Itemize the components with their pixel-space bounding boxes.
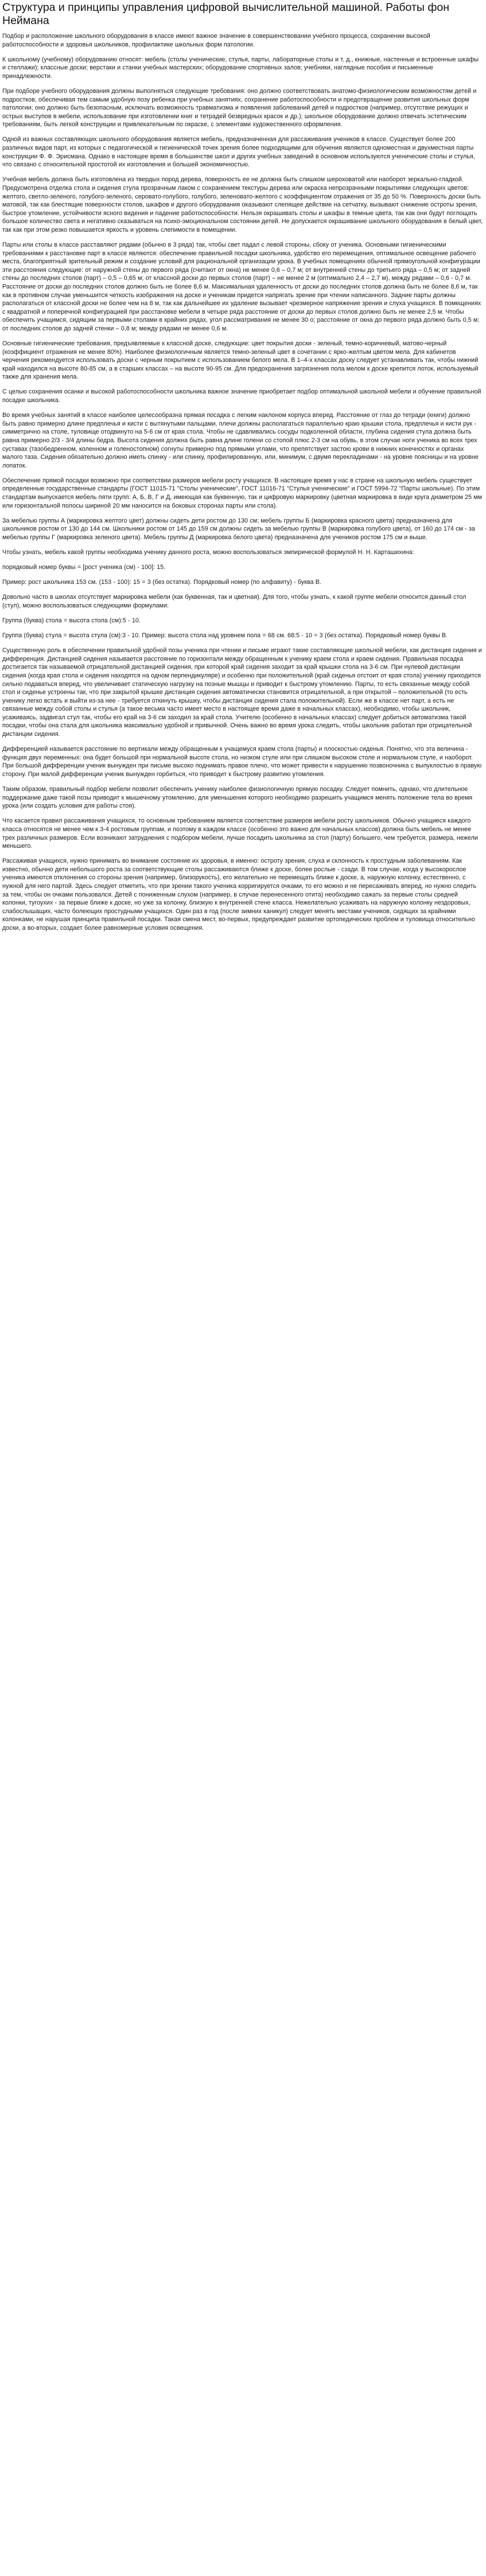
article-paragraph: Во время учебных занятий в классе наиболее целесообразна прямая посадка с легким наклоном корпуса вперед. Расстояние от глаз до тетради (книги) должно быть равно примерно длине предплечья и кисти с вытянутыми пальцами, плечи должны располагаться параллельно краю крышки стола, предплечья и кисти рук - симметрично на столе, туловище отодвинуто на 5-6 см от края стола. Чтобы не сдавливались сосуды подколенной области, глубина сидения стула должна быть равна примерно 2/3 - 3/4 длины бедра. Высота сидения должна быть равна длине голени со стопой плюс 2-3 см на обувь, в этом случае ноги ученика во всех трех суставах (тазобедренном, коленном и голеностопном) согнуты примерно под прямыми углами, что препятствует застою крови в нижних конечностях и органах малого таза. Сидения обязательно должно иметь спинку - или спинку, профилированную, или, минимум, с двумя перекладинами - на уровне поясницы и на уровне лопаток. [2,412,479,469]
article-paragraph: Таким образом, правильный подбор мебели позволит обеспечить ученику наиболее физиологичную прямую посадку. Следует помнить, однако, что длительное поддержание даже такой позы приводит к мышечному утомлению, для уменьшения которого необходимо разрешить учащимся менять положение тела во время урока (или создать условия для работы стоя). [2,786,473,810]
article-title: Структура и принципы управления цифровой вычислительной машиной. Работы фон Неймана [2,1,449,27]
article-paragraph: Одной из важных составляющих школьного оборудования является мебель, предназначенная для рассаживания учеников в классе. Существует более 200 различных видов парт, из которых с педагогической и гигиенической точек зрения более подходящими для обучения являются одноместная и двухместная парты конструкции Ф. Ф. Эрисмана. Однако в настоящее время в большинстве школ и других учебных заведений в основном используются ученические столы и стулья, что связано с относительной простотой их изготовления и большей экономичностью. [2,136,475,169]
article-paragraph: порядковый номер буквы = [рост ученика (см) - 100]: 15. [2,564,166,571]
article-paragraph: За мебелью группы А (маркировка желтого цвет) должны сидеть дети ростом до 130 см; мебель группы Б (маркировка красного цвета) предназначена для школьников ростом от 130 до 144 см. Школьники ростом от 145 до 159 см должны сидеть за мебелью группы В (маркировка голубого цвета), от 160 до 174 см - за мебелью группы Г (маркировка зеленого цвета). Мебель группы Д (маркировка белого цвета) предназначена для учеников ростом 175 см и выше. [2,517,475,541]
article-paragraph: Учебная мебель должна быть изготовлена из твердых пород дерева, поверхность ее не должна быть слишком шероховатой или наоборот зеркально-гладкой. Предусмотрена отделка стола и сидения стула прозрачным лаком с сохранением текстуры дерева или окраска непрозрачными покрытиями следующих цветов: желтого, светло-зеленого, голубого-зеленого, серовато-голубого, голубого, зеленовато-желтого с коэффициентом отражения от 35 до 50 %. Поверхность доски быть матовой, так как блестящие поверхности столов, шкафов и другого оборудования оказывают слепящее действие на сетчатку, вызывают снижение остроты зрения, быстрое утомление, устойчивости ясного видения и падение работоспособности. Нельзя окрашивать столы и шкафы в темные цвета, так как они будут поглощать большое количество света и негативно сказываться на психо-эмоциональном состоянии детей. Не допускается окрашивание школьного оборудования в белый цвет, так как при этом резко повышается яркость и уровень слепимости в помещении. [2,176,483,233]
article-paragraph: К школьному (учебному) оборудованию относят: мебель (столы ученические, стулья, парты, лабораторные столы и т. д., книжные, настенные и встроенные шкафы и стеллажи); классные доски; верстаки и станки учебных мастерских; оборудование спортивных залов; учебники, наглядные пособия и письменные принадлежности. [2,56,479,80]
article-paragraph: С целью сохранения осанки и высокой работоспособности школьника важное значение приобретает подбор оптимальной школьной мебели и обучение правильной посадке школьника. [2,388,481,404]
article-paragraph: Группа (буква) стула = высота стула (см):3 - 10. Пример: высота стола над уровнем пола = 68 см. 68:5 - 10 = 3 (без остатка). Порядковый номер буквы В. [2,632,448,640]
article-paragraph: Парты или столы в классе расставляют рядами (обычно в 3 ряда) так, чтобы свет падал с левой стороны, сбоку от ученика. Основными гигиеническими требованиями к расстановке парт в классе являются: обеспечение правильной посадки школьника, удобство его перемещения, оптимальное освещение рабочего места, благоприятный зрительный режим и создание условий для рациональной организации урока. В учебных помещениях обычной прямоугольной конфигурации эти расстояния следующие: от наружной стены до первого ряда (считают от окна) не менее 0,6 – 0,7 м; от внутренней стены до третьего ряда – 0,5 м; от задней стены до последних столов (парт) – 0,5 – 0,65 м; от классной доски до первых столов (парт) – не менее 2 м (оптимально 2,4 – 2,7 м), между рядами – 0,6 - 0,7 м. Расстояние от доски до последних столов должно быть не более 8,6 м. Максимальная удаленность от доски до последних столов должна быть не более 8,6 м, так как в противном случае уменьшится четкость изображения на доске и ученикам придется напрягать зрение при чтении написанного. Задние парты должны располагаться от классной доски не более чем на 8 м, так как дальнейшее их удаление вызывает чрезмерное напряжение зрения и слуха учащихся. В помещениях с квадратной и поперечной конфигурацией при расстановке мебели в четыре ряда расстояние от доски до первых столов должно быть не менее 2,5 м. Чтобы обеспечить учащимся, сидящим за первыми столами в крайних рядах, угол рассматривания не менее 30 о; расстояние от окна до первого ряда должно быть 0,5 м; от последних столов до задней стенки – 0,8 м; между рядами не менее 0,6 м. [2,241,481,332]
article-paragraph: Дифференцией называется расстояние по вертикали между обращенным к учащемуся краем стола (парты) и плоскостью сиденья. Понятно, что эта величина - функция двух переменных: она будет большой при нормальной высоте стола, но низком стуле или при слишком высоком столе и нормальном стуле, и наоборот. При большой дифференции ученик вынужден при письме высоко поднимать правое плечо, что может привести к нарушению позвоночника с выпуклостью в правую сторону. При малой дифференции ученик вынужден горбиться, что приводит к быстрому развитию утомления. [2,746,482,778]
article-paragraph: Довольно часто в школах отсутствует маркировка мебели (как буквенная, так и цветная). Для того, чтобы узнать, к какой группе мебели относится данный стол (стул), можно воспользоваться следующими формулами: [2,594,466,609]
article-paragraph: Пример: рост школьника 153 см. (153 - 100): 15 = 3 (без остатка). Порядковый номер (по алфавиту) - буква В. [2,579,321,586]
article-paragraph: Что касается правил рассаживания учащихся, то основным требованием является соответствие размеров мебели росту школьников. Обычно учащиеся каждого класса относятся не менее чем к 3-4 ростовым группам, и поэтому в каждом классе (особенно это важно для начальных классов) должна быть мебель не менее трех различных размеров. Если возникают затруднения с подбором мебели, лучше посадить школьника за стол (парту) большего, чем требуется, размера, нежели меньшего. [2,817,478,850]
article-body [2,32,484,933]
article-paragraph: При подборе учебного оборудования должны выполняться следующие требования: оно должно соответствовать анатомо-физиологическим возможностям детей и подростков, обеспечивая тем самым удобную позу ребенка при учебных занятиях, сохранение работоспособности и предотвращение развития школьных форм патологии; оно должно быть безопасным, исключать возможность травматизма и появления заболеваний детей и подростков (например, отсутствие режущих и острых выступов в мебели, использование при изготовлении книг и тетрадей безвредных красок и др.); школьное оборудование должно отвечать эстетическим требованиям, быть легкой конструкции и привлекательным по окраске, с элементами художественного оформления. [2,87,477,128]
article-paragraph: Рассаживая учащихся, нужно принимать во внимание состояние их здоровья, в именно: остроту зрения, слуха и склонность к простудным заболеваниям. Как известно, обычно дети небольшого роста за соответствующие столы рассаживаются ближе к доске, более рослые - сзади. В том случае, когда у высокорослое ученика имеются отклонения со стороны зрения (например, близорукость), его желательно не перемещать ближе к доске, а, наружную колонку, естественно, с нужной для него партой. Здесь следует отметить, что при зрении такого ученика корригируется очками, то его можно и не пересаживать вперед, но нужно следить за тем, чтобы он очками пользовался. Детей с пониженным слухом (например, в случае перенесенного отита) необходимо сажать за первые столы средней колонки, тугоухих - за первые ближе к доске, но уже за колонку, близкую к внутренней стене класса. Нежелательно усаживать на наружную колонку нездоровых, слабослышащих, часто болеющих простудными учащихся. Один раз в год (после зимних каникул) следует менять местами учеников, сидящих за крайними колонками, не нарушая принципа правильной посадки. Такая смена мест, во-первых, предупреждает развитие ортопедических проблем и туловища относительно доски, а во-вторых, создает более равномерные условия освещения. [2,858,477,932]
article-paragraph: Обеспечение прямой посадки возможно при соответствии размеров мебели росту учащихся. В настоящее время у нас в стране на школьную мебель существует определенные государственные стандарты (ГОСТ 11015-71 "Столы ученические", ГОСТ 11016-71 "Стулья ученические" и ГОСТ 5994-72 "Парты школьные). По этим стандартам выпускается мебель пяти групп: А, Б, В, Г и Д, имеющая как буквенную, так и цифровую маркировку (цветная маркировка в виде круга диаметром 25 мм или горизонтальной полосы шириной 20 мм наносится на боковых сторонах парты или стола). [2,477,483,509]
article-paragraph: Чтобы узнать, мебель какой группы необходима ученику данного роста, можно воспользоваться эмпирической формулой Н. Н. Карташихина: [2,548,414,556]
article-paragraph: Основные гигиенические требования, предъявляемые к классной доске, следующие: цвет покрытия доски - зеленый, темно-коричневый, матово-черный (коэффициент отражения не менее 80%). Наиболее физиологичным является темно-зеленый цвет в сочетании с ярко-желтым цветом мела. Для кабинетов черчения рекомендуется использовать доски с черным покрытием с использованием белого мела. В 1–4-х классах доску следует устанавливать так, чтобы нижний край находился на высоте 80-85 см, а в старших классах – на высоте 90-95 см. Для предохранения загрязнения пола мелом к доске крепится лоток, используемый также для хранения мела. [2,340,479,381]
article-paragraph: Существенную роль в обеспечении правильной удобной позы ученика при чтении и письме играют такие составляющие школьной мебели, как дистанция сидения и дифференция. Дистанцией сидения называется расстояние по горизонтали между обращенным к ученику краем стола и краем сидения. Правильная посадка достигается так называемой отрицательной дистанцией сидения, при которой край сидения заходит за край крышки стола на 3-6 см. При нулевой дистанции сидения (когда края стола и сидения находятся на одном перпендикуляре) и особенно при положительной (край сиденья отстоит от края стола) ученику приходится сильно подаваться вперед, что увеличивает статическую нагрузку на позные мышцы и приводит к быстрому утомлению. Парты, то есть связанные между собой стол и сиденье устроены так, что при закрытой крышке дистанция сидения автоматически становится отрицательной, а при открытой – положительной (то есть ученику легко встать и выйти из-за нее - требуется откинуть крышку, чтобы дистанция сидения стала положительной). Если же в классе нет парт, а есть не связанные между собой столы и стулья (а такое весьма часто имеет место в настоящее время даже в начальных классах), необходимо, чтобы школьник, усаживаясь, задвигал стул так, чтобы его край на 3-6 см заходил за край стола. Учителю (особенно в начальных классах) следует добиться автоматизма такой посадки, чтобы она стала для школьника максимально удобной и привычной. Очень важно во время урока следить, чтобы школьник работал при отрицательной дистанции сидения. [2,647,482,738]
article-paragraph: Подбор и расположение школьного оборудования в классе имеют важное значение в совершенствовании учебного процесса, сохранении высокой работоспособности и здоровья школьников, профилактике школьных форм патологии. [2,33,430,48]
article-page [0,0,486,933]
article-paragraph: Группа (буква) стола = высота стола (см):5 - 10. [2,617,141,624]
